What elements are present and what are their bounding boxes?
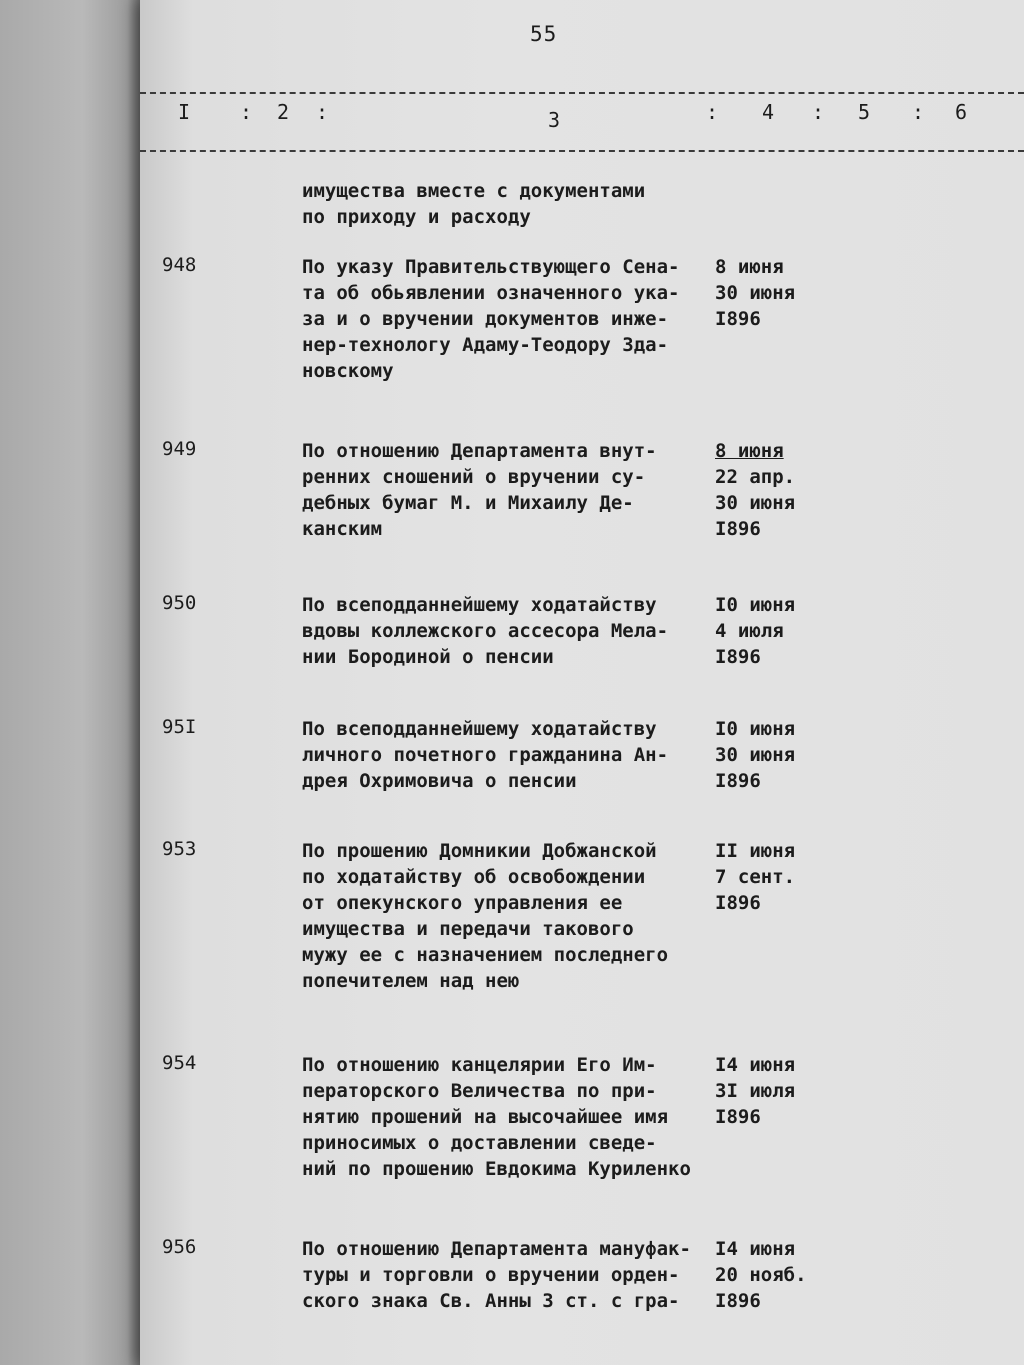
entry-description: По отношению Департамента внут- ренних сношений о вручении су- дебных бумаг М. и Михаилу Де- канским	[302, 440, 657, 540]
entry-number: 948	[162, 254, 197, 276]
date-year: I896	[715, 892, 761, 914]
column-header-6: 6	[955, 100, 968, 124]
date-year: I896	[715, 518, 761, 540]
column-separator: :	[812, 100, 825, 124]
date-end: 30 июня	[715, 744, 796, 766]
entry-dates	[715, 438, 835, 542]
date-year: I896	[715, 646, 761, 668]
column-header-5: 5	[858, 100, 871, 124]
column-header-4: 4	[762, 100, 775, 124]
date-end: 20 нояб.	[715, 1264, 807, 1286]
entry-dates	[715, 716, 835, 794]
column-header-3: 3	[548, 108, 561, 132]
header-top-rule	[140, 92, 1024, 94]
date-end: 30 июня	[715, 282, 796, 304]
date-received: 22 апр.	[715, 466, 796, 488]
entry-description: По всеподданнейшему ходатайству вдовы коллежского ассесора Мела- нии Бородиной о пенсии	[302, 594, 669, 668]
date-end: 4 июля	[715, 620, 784, 642]
date-start: I4 июня	[715, 1238, 796, 1260]
entry-description: имущества вместе с документами по приходу и расходу	[302, 180, 646, 228]
entry-description: По прошению Домникии Добжанской по ходатайству об освобождении от опекунского управления ее имущества и передачи такового мужу ее с назначением последнего попечителем над нею	[302, 840, 669, 992]
date-start: I4 июня	[715, 1054, 796, 1076]
date-end: 3I июля	[715, 1080, 796, 1102]
entry-dates	[715, 1052, 835, 1130]
document-page	[140, 0, 1024, 1365]
column-separator: :	[706, 100, 719, 124]
date-year: I896	[715, 1106, 761, 1128]
entry-description: По указу Правительствующего Сена- та об обьявлении означенного ука- за и о вручении документов инже- нер-технологу Адаму-Теодору Зда- новскому	[302, 256, 680, 382]
date-end: 30 июня	[715, 492, 796, 514]
column-separator: :	[240, 100, 253, 124]
column-header-1: I	[178, 100, 191, 124]
column-header-2: 2	[277, 100, 290, 124]
date-year: I896	[715, 770, 761, 792]
column-separator: :	[912, 100, 925, 124]
entry-number: 95I	[162, 716, 197, 738]
header-bottom-rule	[140, 150, 1024, 152]
date-start: I0 июня	[715, 594, 796, 616]
entry-dates	[715, 1236, 835, 1314]
column-separator: :	[316, 100, 329, 124]
date-year: I896	[715, 308, 761, 330]
entry-number: 950	[162, 592, 197, 614]
entry-description: По отношению канцелярии Его Им- ператорского Величества по при- нятию прошений на высочайшее имя приносимых о доставлении сведе- ний по прошению Евдокима Куриленко	[302, 1054, 691, 1180]
date-year: I896	[715, 1290, 761, 1312]
entry-dates	[715, 838, 835, 916]
entry-number: 953	[162, 838, 197, 860]
previous-page-edge	[0, 0, 150, 1365]
entry-dates	[715, 592, 835, 670]
date-start: 8 июня	[715, 440, 784, 462]
entry-description: По отношению Департамента мануфак- туры и торговли о вручении орден- ского знака Св. Анны 3 ст. с гра-	[302, 1238, 691, 1312]
entry-dates	[715, 254, 835, 332]
entry-number: 954	[162, 1052, 197, 1074]
entry-description: По всеподданнейшему ходатайству личного почетного гражданина Ан- дрея Охримовича о пенсии	[302, 718, 669, 792]
date-start: 8 июня	[715, 256, 784, 278]
entry-number: 949	[162, 438, 197, 460]
page-number: 55	[530, 22, 558, 46]
date-start: II июня	[715, 840, 796, 862]
date-end: 7 сент.	[715, 866, 796, 888]
entry-number: 956	[162, 1236, 197, 1258]
date-start: I0 июня	[715, 718, 796, 740]
